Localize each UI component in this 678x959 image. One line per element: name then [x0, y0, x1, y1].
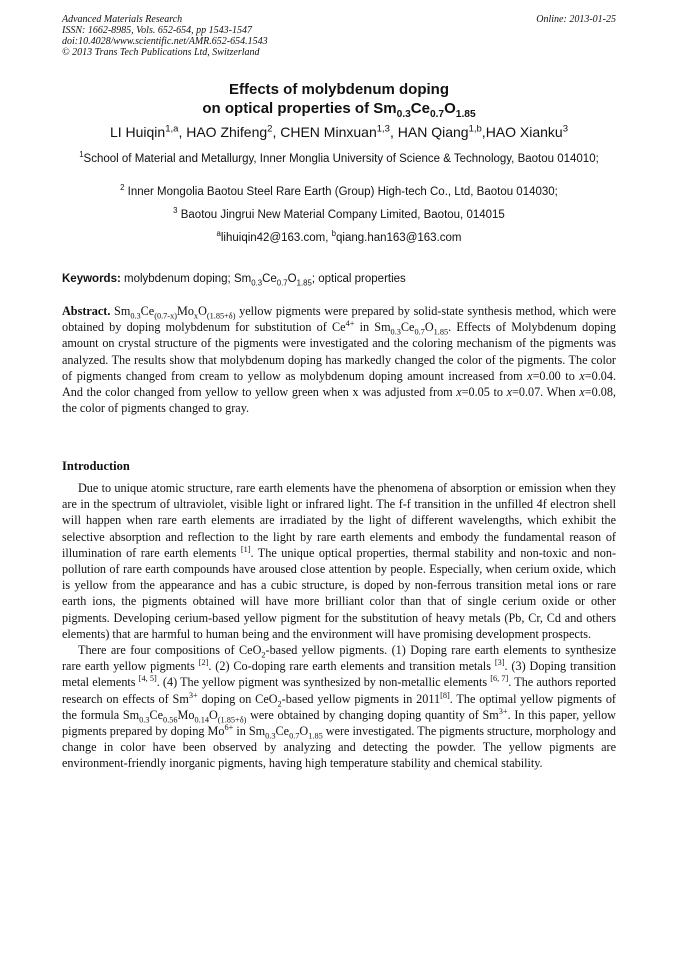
affiliation-3: $^3$ Baotou Jingrui New Material Company Limited, Baotou, 014015 [173, 206, 505, 221]
abstract: Abstract. $Sm_{0.3}Ce_{(0.7-x)}Mo_xO_{(1.85+\delta)}$ yellow pigments were prepared by solid-state synthesis method, which were obtained by doping molybdenum for substitution of $Ce^{4+}$ in $Sm_{0.3}Ce_{0.7}O_{1.85}$. Effects of Molybdenum doping amount on crystal structure of the pigments were investigated and the coloring mechanism of the pigments was analyzed. The results show that molybdenum doping has markedly changed the color of the pigments. The color of pigments changed from cream to yellow as molybdenum doping amount increased from x=0.00 to x=0.04. And the color changed from yellow to yellow green when x was adjusted from x=0.05 to x=0.07. When x=0.08, the color of pigments changed to gray. [62, 304, 617, 416]
citation: [4, 5] [138, 674, 157, 684]
affiliation-1: $^1$School of Material and Metallurgy, Inner Monglia University of Science & Technology, Baotou 014010; [79, 150, 599, 165]
email-link[interactable]: lihuiqin42@163.com, [220, 232, 332, 244]
author: HAO Zhifeng [186, 124, 268, 140]
paragraph: There are four compositions of CeO$_2$-based yellow pigments. (1) Doping rare earth elements to synthesize rare earth yellow pigments [2]. (2) Co-doping rare earth elements and transition metals [3]. (3) Doping transition metal elements [4, 5]. (4) The yellow pigment was synthesized by non-metallic elements [6, 7]. The authors reported research on effects of $Sm^{3+}$ doping on CeO$_2$-based yellow pigments in 2011[8]. The optimal yellow pigments of the formula $Sm_{0.3}Ce_{0.56}Mo_{0.14}O_{(1.85+\delta)}$ were obtained by changing doping quantity of $Sm^{3+}$. In this paper, yellow pigments prepared by doping $Mo^{6+}$ in $Sm_{0.3}Ce_{0.7}O_{1.85}$ were investigated. The pigments structure, morphology and change in color have been observed by analyzing and detecting the powder. The yellow pigments are environment-friendly inorganic pigments, having high temperature stability and chemical stability. [62, 643, 617, 771]
online-date: Online: 2013-01-25 [536, 14, 616, 25]
citation: [1] [240, 544, 251, 554]
paper-title [40, 80, 638, 118]
keywords: Keywords: molybdenum doping; $Sm_{0.3}Ce_{0.7}O_{1.85}$; optical properties [62, 273, 406, 288]
author-emails: $^a$lihuiqin42@163.com, $^b$qiang.han163@163.com [216, 229, 462, 244]
doi-line: doi:10.4028/www.scientific.net/AMR.652-654.1543 [62, 36, 268, 47]
title-line-1: Effects of molybdenum doping [229, 81, 449, 98]
section-heading-introduction: Introduction [62, 459, 130, 473]
author: HAO Xianku [485, 124, 563, 140]
author: CHEN Minxuan [280, 124, 377, 140]
journal-header [62, 14, 616, 58]
title-line-2: on optical properties of $Sm_{0.3}Ce_{0.7}O_{1.85}$ [202, 100, 476, 120]
author: LI Huiqin [109, 124, 166, 140]
affiliation-2: $^2$ Inner Mongolia Baotou Steel Rare Earth (Group) High-tech Co., Ltd, Baotou 014030; [120, 183, 558, 198]
citation: [3] [494, 658, 505, 668]
issn-line: ISSN: 1662-8985, Vols. 652-654, pp 1543-1547 [62, 25, 252, 36]
citation: [8] [440, 690, 450, 700]
author-list: LI Huiqin$^{1,a}$, HAO Zhifeng$^2$, CHEN Minxuan$^{1,3}$, HAN Qiang$^{1,b}$,HAO Xianku$^3$ [109, 123, 569, 140]
journal-name: Advanced Materials Research [62, 14, 183, 25]
abstract-label: Abstract. [62, 304, 111, 318]
paragraph: Due to unique atomic structure, rare earth elements have the phenomena of absorption or emission when they are in the spectrum of ultraviolet, visible light or infrared light. The f-f transition in the unfilled 4f electron shell will happen when rare earth elements are irradiated by the light of different wavelengths, which exhibit the selective absorption and reflection to the light by rare earth elements and embody the fundamental reason of illumination of rare earth elements [1]. The unique optical properties, thermal stability and non-toxic and non-pollution of rare earth compounds have aroused close attention by people. Especially, when cerium oxide, which is yellow from the appearance and has a cubic structure, is doped by non-ferrous transition metal ions or rare earth ions, the pigments obtained will have more brilliant color than that of single cerium oxide or other pigments. Developing cerium-based yellow pigment for the substitution of heavy metals (Pb, Cr, Cd and others elements) that are harmful to human being and the environment will have promising development prospects. [62, 481, 617, 641]
keywords-label: Keywords: [62, 273, 121, 285]
introduction-body [62, 480, 616, 772]
author: HAN Qiang [397, 124, 469, 140]
email-link[interactable]: qiang.han163@163.com [336, 232, 462, 244]
citation: [6, 7] [490, 674, 509, 684]
citation: [2] [198, 658, 209, 668]
copyright-line: © 2013 Trans Tech Publications Ltd, Switzerland [62, 47, 260, 58]
